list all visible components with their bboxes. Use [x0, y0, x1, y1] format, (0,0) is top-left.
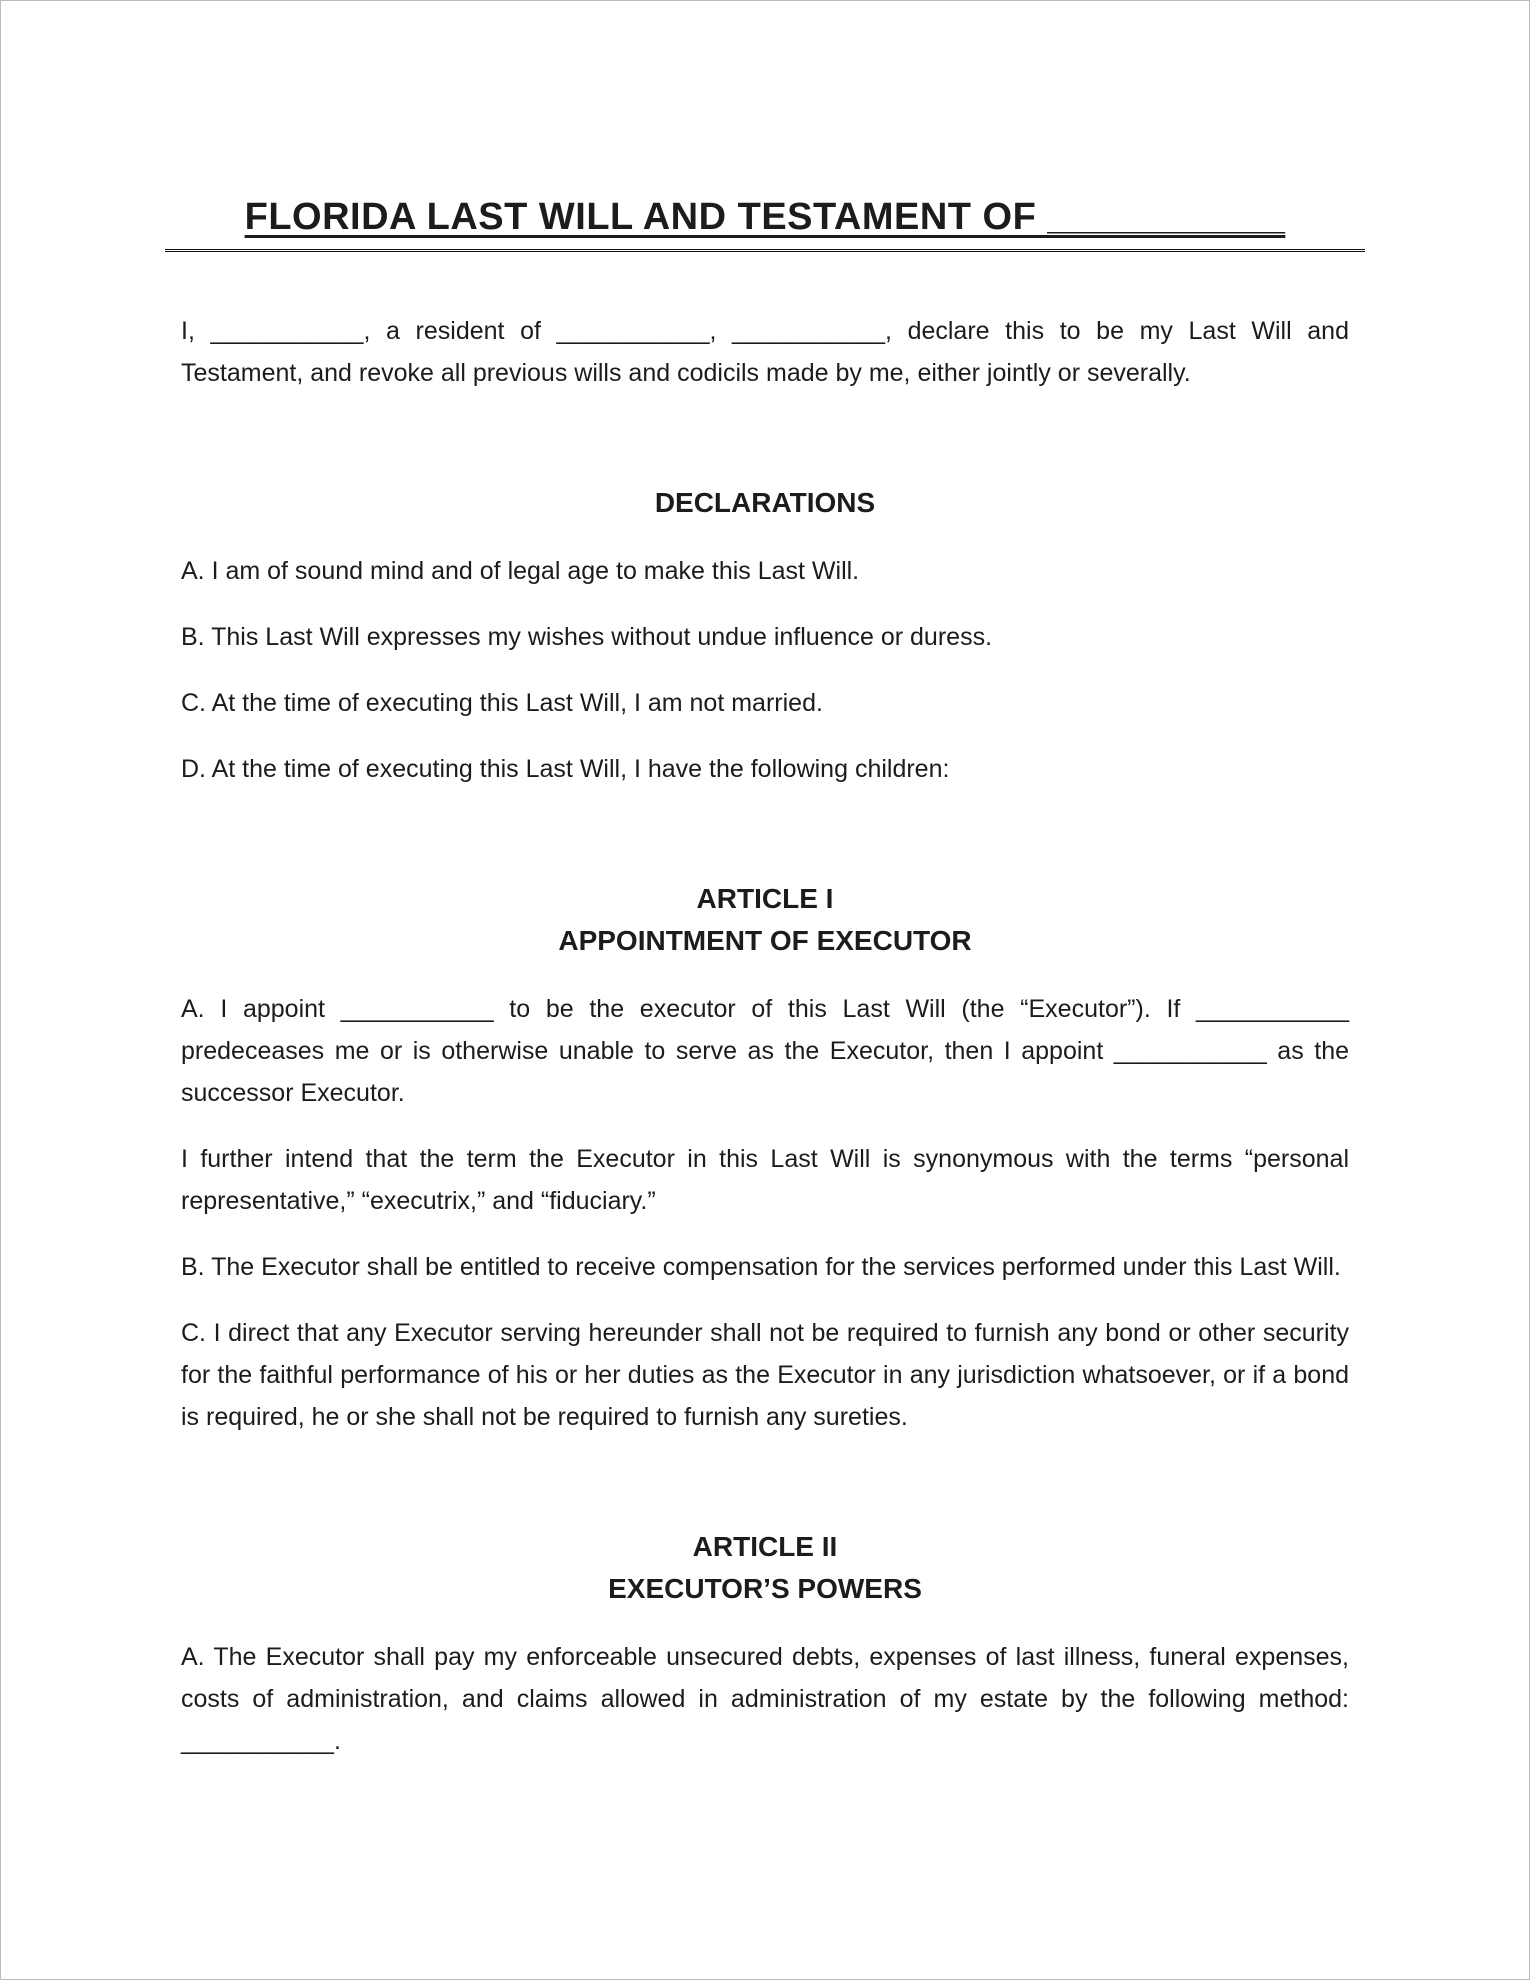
article-2-heading-title: EXECUTOR’S POWERS	[608, 1573, 922, 1604]
article-2-heading	[181, 1526, 1349, 1610]
declaration-item-c: C. At the time of executing this Last Will, I am not married.	[181, 689, 823, 717]
article-1-heading	[181, 878, 1349, 962]
document-header	[165, 196, 1365, 252]
section-declarations	[181, 482, 1349, 790]
section-article-2	[181, 1526, 1349, 1762]
section-article-1	[181, 878, 1349, 1438]
declaration-item-a: A. I am of sound mind and of legal age to make this Last Will.	[181, 557, 860, 585]
article-1-heading-number: ARTICLE I	[696, 883, 834, 914]
document-title: FLORIDA LAST WILL AND TESTAMENT OF ___________	[244, 196, 1286, 238]
declaration-item-d: D. At the time of executing this Last Will, I have the following children:	[181, 755, 950, 783]
article-2-paragraph-a: A. The Executor shall pay my enforceable unsecured debts, expenses of last illness, funeral expenses, costs of administration, and claims allowed in administration of my estate by the following method: ___________.	[181, 1643, 1349, 1755]
article-2-heading-number: ARTICLE II	[692, 1531, 838, 1562]
declaration-item-b: B. This Last Will expresses my wishes without undue influence or duress.	[181, 623, 993, 651]
article-1-paragraph-b: B. The Executor shall be entitled to receive compensation for the services performed under this Last Will.	[181, 1253, 1341, 1281]
article-1-paragraph-c: C. I direct that any Executor serving hereunder shall not be required to furnish any bond or other security for the faithful performance of his or her duties as the Executor in any jurisdiction whatsoever, or if a bond is required, he or she shall not be required to furnish any sureties.	[181, 1319, 1349, 1431]
intro-paragraph: I, ___________, a resident of ___________, ___________, declare this to be my Last Will and Testament, and revoke all previous wills and codicils made by me, either jointly or severally.	[181, 317, 1349, 387]
article-1-paragraph-intent: I further intend that the term the Executor in this Last Will is synonymous with the terms “personal representative,” “executrix,” and “fiduciary.”	[181, 1145, 1349, 1215]
article-1-heading-title: APPOINTMENT OF EXECUTOR	[558, 925, 972, 956]
article-1-paragraph-a: A. I appoint ___________ to be the executor of this Last Will (the “Executor”). If ___________ predeceases me or is otherwise unable to serve as the Executor, then I appoint ___________ as the successor Executor.	[181, 995, 1349, 1107]
declarations-heading: DECLARATIONS	[654, 487, 876, 518]
